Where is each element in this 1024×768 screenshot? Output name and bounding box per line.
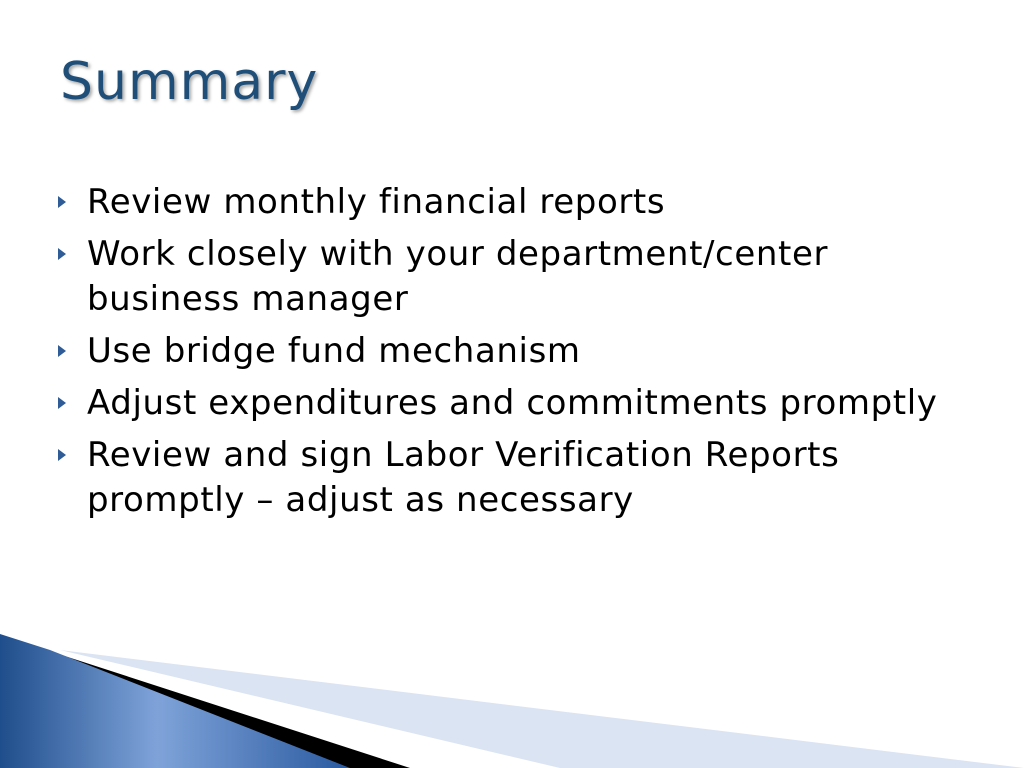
bullet-text: Review and sign Labor Verification Reports promptly – adjust as necessary — [87, 435, 840, 520]
triangle-right-icon — [58, 449, 66, 461]
bullet-text: Review monthly financial reports — [87, 182, 666, 222]
bullet-text: Adjust expenditures and commitments promptly — [87, 383, 938, 423]
bullet-item — [58, 433, 938, 523]
bullet-item — [58, 180, 938, 225]
bullet-item — [58, 329, 938, 374]
triangle-right-icon — [58, 345, 66, 357]
triangle-right-icon — [58, 248, 66, 260]
bullet-list — [58, 180, 938, 530]
bullet-text: Use bridge fund mechanism — [87, 331, 581, 371]
slide-title: Summary — [60, 52, 319, 112]
triangle-right-icon — [58, 397, 66, 409]
triangle-right-icon — [58, 196, 66, 208]
decorative-swoosh — [0, 628, 1024, 768]
bullet-text: Work closely with your department/center business manager — [87, 234, 829, 319]
bullet-item — [58, 232, 938, 322]
bullet-item — [58, 381, 938, 426]
